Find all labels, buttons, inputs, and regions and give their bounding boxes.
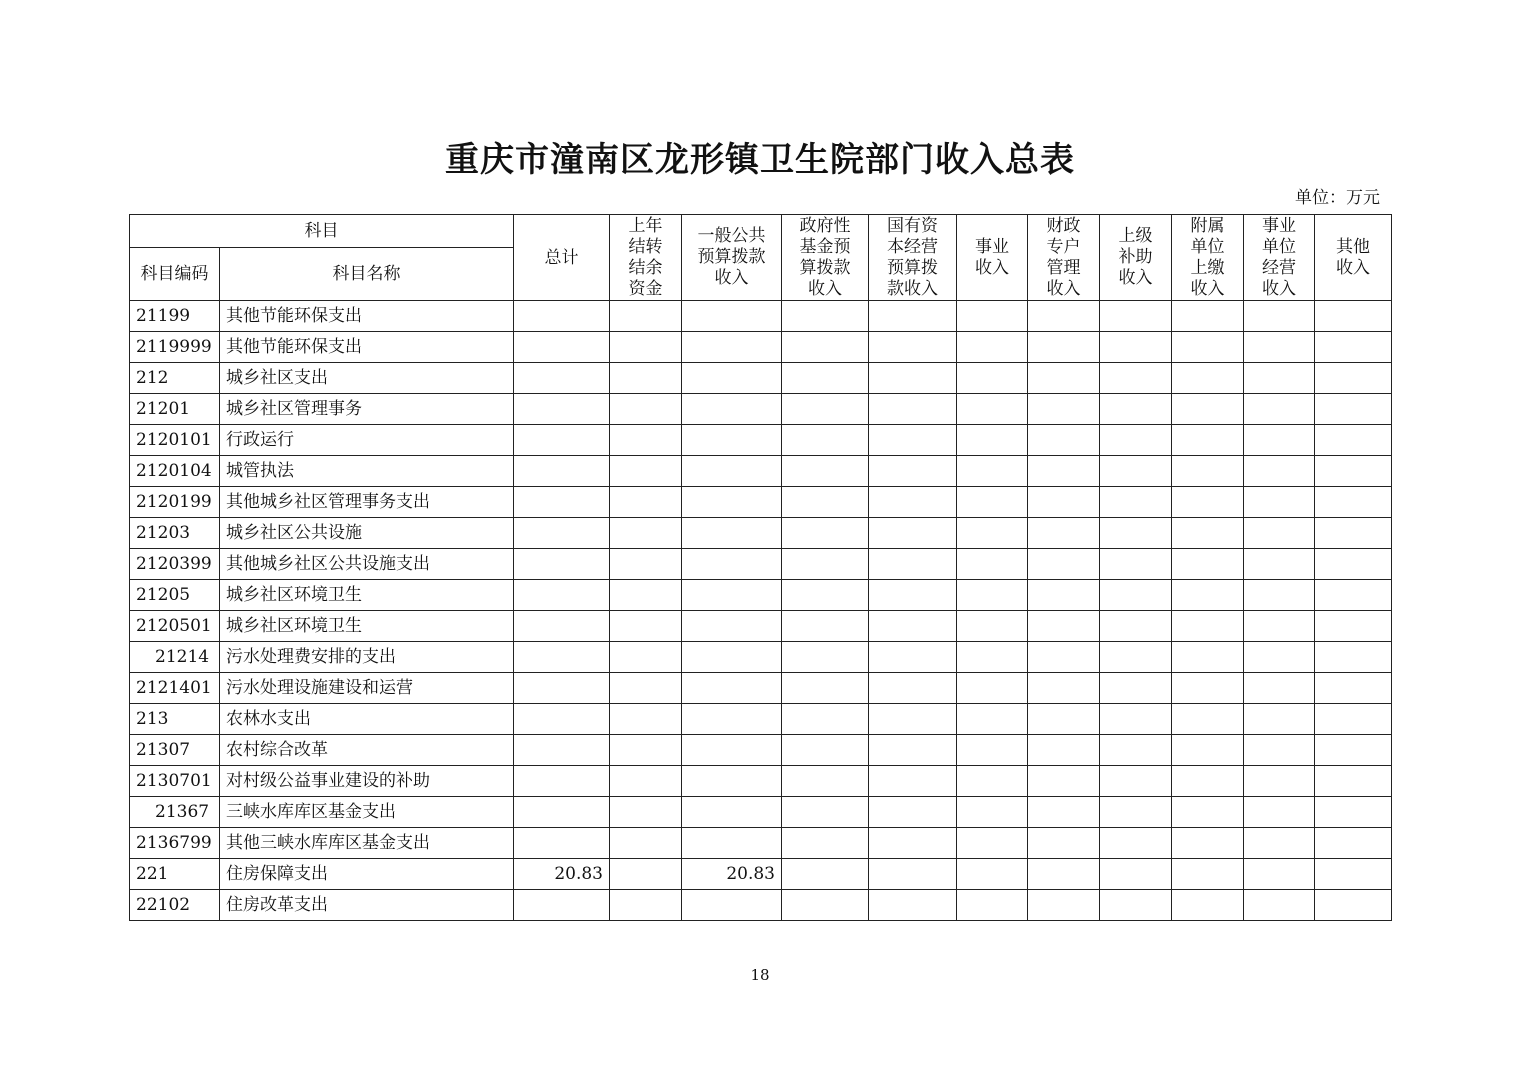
cell-general-budget	[682, 580, 782, 611]
cell-code: 21367	[130, 797, 220, 828]
cell-code: 2136799	[130, 828, 220, 859]
cell-name: 住房改革支出	[220, 890, 514, 921]
cell-affiliated-unit	[1172, 611, 1244, 642]
cell-gov-fund	[782, 332, 869, 363]
cell-total: 20.83	[514, 859, 610, 890]
cell-prev-year-balance	[610, 549, 682, 580]
cell-general-budget	[682, 332, 782, 363]
header-prev-year-balance: 上年 结转 结余 资金	[610, 215, 682, 301]
cell-prev-year-balance	[610, 828, 682, 859]
cell-business-income	[957, 859, 1028, 890]
cell-affiliated-unit	[1172, 549, 1244, 580]
header-state-capital: 国有资 本经营 预算拨 款收入	[869, 215, 957, 301]
cell-fiscal-special	[1028, 425, 1100, 456]
table-row	[130, 487, 1392, 518]
cell-code: 2120101	[130, 425, 220, 456]
table-row	[130, 580, 1392, 611]
cell-state-capital	[869, 394, 957, 425]
cell-code: 21201	[130, 394, 220, 425]
cell-general-budget	[682, 394, 782, 425]
cell-business-income	[957, 301, 1028, 332]
cell-gov-fund	[782, 394, 869, 425]
cell-gov-fund	[782, 766, 869, 797]
cell-general-budget: 20.83	[682, 859, 782, 890]
cell-name: 对村级公益事业建设的补助	[220, 766, 514, 797]
cell-code: 2130701	[130, 766, 220, 797]
cell-fiscal-special	[1028, 828, 1100, 859]
cell-general-budget	[682, 487, 782, 518]
table-row	[130, 735, 1392, 766]
cell-superior-subsidy	[1100, 859, 1172, 890]
cell-name: 其他城乡社区公共设施支出	[220, 549, 514, 580]
cell-fiscal-special	[1028, 456, 1100, 487]
cell-state-capital	[869, 828, 957, 859]
cell-business-income	[957, 487, 1028, 518]
cell-fiscal-special	[1028, 673, 1100, 704]
cell-affiliated-unit	[1172, 673, 1244, 704]
cell-total	[514, 394, 610, 425]
cell-code: 21203	[130, 518, 220, 549]
header-total: 总计	[514, 215, 610, 301]
cell-total	[514, 301, 610, 332]
cell-general-budget	[682, 425, 782, 456]
cell-other-income	[1315, 704, 1392, 735]
cell-gov-fund	[782, 363, 869, 394]
cell-gov-fund	[782, 611, 869, 642]
cell-affiliated-unit	[1172, 766, 1244, 797]
cell-business-income	[957, 797, 1028, 828]
cell-name: 农村综合改革	[220, 735, 514, 766]
cell-other-income	[1315, 642, 1392, 673]
cell-state-capital	[869, 549, 957, 580]
cell-business-income	[957, 456, 1028, 487]
cell-operating-income	[1244, 673, 1315, 704]
cell-affiliated-unit	[1172, 425, 1244, 456]
cell-superior-subsidy	[1100, 580, 1172, 611]
table-row	[130, 549, 1392, 580]
cell-operating-income	[1244, 890, 1315, 921]
cell-affiliated-unit	[1172, 394, 1244, 425]
cell-affiliated-unit	[1172, 518, 1244, 549]
cell-general-budget	[682, 611, 782, 642]
header-general-budget: 一般公共 预算拨款 收入	[682, 215, 782, 301]
cell-total	[514, 673, 610, 704]
cell-state-capital	[869, 580, 957, 611]
cell-code: 2120501	[130, 611, 220, 642]
cell-business-income	[957, 766, 1028, 797]
cell-total	[514, 425, 610, 456]
cell-general-budget	[682, 890, 782, 921]
header-other-income: 其他 收入	[1315, 215, 1392, 301]
cell-name: 城乡社区环境卫生	[220, 611, 514, 642]
cell-operating-income	[1244, 518, 1315, 549]
table-row	[130, 425, 1392, 456]
cell-operating-income	[1244, 425, 1315, 456]
cell-other-income	[1315, 673, 1392, 704]
cell-affiliated-unit	[1172, 456, 1244, 487]
cell-code: 221	[130, 859, 220, 890]
cell-state-capital	[869, 673, 957, 704]
cell-name: 城乡社区公共设施	[220, 518, 514, 549]
cell-name: 其他三峡水库库区基金支出	[220, 828, 514, 859]
cell-affiliated-unit	[1172, 332, 1244, 363]
cell-operating-income	[1244, 704, 1315, 735]
cell-code: 2120104	[130, 456, 220, 487]
cell-gov-fund	[782, 456, 869, 487]
cell-total	[514, 704, 610, 735]
cell-gov-fund	[782, 828, 869, 859]
cell-gov-fund	[782, 642, 869, 673]
cell-prev-year-balance	[610, 580, 682, 611]
cell-prev-year-balance	[610, 766, 682, 797]
table-row	[130, 301, 1392, 332]
table-row	[130, 456, 1392, 487]
cell-other-income	[1315, 425, 1392, 456]
cell-superior-subsidy	[1100, 487, 1172, 518]
header-fiscal-special: 财政 专户 管理 收入	[1028, 215, 1100, 301]
cell-code: 2121401	[130, 673, 220, 704]
cell-fiscal-special	[1028, 735, 1100, 766]
cell-other-income	[1315, 394, 1392, 425]
header-affiliated-unit: 附属 单位 上缴 收入	[1172, 215, 1244, 301]
cell-affiliated-unit	[1172, 890, 1244, 921]
cell-fiscal-special	[1028, 797, 1100, 828]
table-row	[130, 363, 1392, 394]
cell-other-income	[1315, 735, 1392, 766]
cell-superior-subsidy	[1100, 456, 1172, 487]
cell-other-income	[1315, 766, 1392, 797]
cell-total	[514, 828, 610, 859]
cell-operating-income	[1244, 828, 1315, 859]
cell-business-income	[957, 518, 1028, 549]
cell-gov-fund	[782, 301, 869, 332]
cell-total	[514, 549, 610, 580]
cell-other-income	[1315, 518, 1392, 549]
cell-total	[514, 456, 610, 487]
cell-total	[514, 518, 610, 549]
cell-code: 22102	[130, 890, 220, 921]
cell-fiscal-special	[1028, 487, 1100, 518]
cell-gov-fund	[782, 518, 869, 549]
table-row	[130, 518, 1392, 549]
cell-operating-income	[1244, 642, 1315, 673]
cell-state-capital	[869, 642, 957, 673]
cell-code: 2119999	[130, 332, 220, 363]
cell-fiscal-special	[1028, 549, 1100, 580]
cell-other-income	[1315, 580, 1392, 611]
cell-gov-fund	[782, 673, 869, 704]
cell-prev-year-balance	[610, 394, 682, 425]
cell-code: 2120399	[130, 549, 220, 580]
cell-affiliated-unit	[1172, 580, 1244, 611]
table-row	[130, 859, 1392, 890]
cell-name: 其他城乡社区管理事务支出	[220, 487, 514, 518]
cell-prev-year-balance	[610, 642, 682, 673]
cell-prev-year-balance	[610, 704, 682, 735]
cell-name: 三峡水库库区基金支出	[220, 797, 514, 828]
cell-state-capital	[869, 363, 957, 394]
cell-superior-subsidy	[1100, 828, 1172, 859]
header-operating-income: 事业 单位 经营 收入	[1244, 215, 1315, 301]
cell-state-capital	[869, 518, 957, 549]
cell-name: 其他节能环保支出	[220, 301, 514, 332]
cell-other-income	[1315, 890, 1392, 921]
cell-gov-fund	[782, 425, 869, 456]
cell-state-capital	[869, 301, 957, 332]
table-row	[130, 797, 1392, 828]
cell-fiscal-special	[1028, 332, 1100, 363]
cell-business-income	[957, 363, 1028, 394]
cell-prev-year-balance	[610, 456, 682, 487]
cell-state-capital	[869, 425, 957, 456]
cell-business-income	[957, 425, 1028, 456]
cell-total	[514, 890, 610, 921]
header-gov-fund: 政府性 基金预 算拨款 收入	[782, 215, 869, 301]
table-row	[130, 828, 1392, 859]
cell-code: 21205	[130, 580, 220, 611]
table-row	[130, 394, 1392, 425]
cell-business-income	[957, 394, 1028, 425]
table-row	[130, 704, 1392, 735]
unit-label: 单位：万元	[1295, 188, 1380, 208]
cell-business-income	[957, 735, 1028, 766]
cell-gov-fund	[782, 487, 869, 518]
cell-fiscal-special	[1028, 611, 1100, 642]
cell-superior-subsidy	[1100, 766, 1172, 797]
cell-general-budget	[682, 549, 782, 580]
cell-name: 城乡社区环境卫生	[220, 580, 514, 611]
cell-business-income	[957, 642, 1028, 673]
table-body	[130, 301, 1392, 921]
cell-prev-year-balance	[610, 673, 682, 704]
cell-fiscal-special	[1028, 363, 1100, 394]
cell-gov-fund	[782, 890, 869, 921]
cell-code: 21307	[130, 735, 220, 766]
cell-superior-subsidy	[1100, 363, 1172, 394]
table-row	[130, 673, 1392, 704]
header-subject-code: 科目编码	[130, 248, 220, 301]
cell-operating-income	[1244, 394, 1315, 425]
cell-state-capital	[869, 890, 957, 921]
cell-business-income	[957, 704, 1028, 735]
income-summary-table	[129, 214, 1392, 921]
cell-operating-income	[1244, 611, 1315, 642]
cell-operating-income	[1244, 456, 1315, 487]
cell-gov-fund	[782, 704, 869, 735]
cell-affiliated-unit	[1172, 859, 1244, 890]
table-row	[130, 642, 1392, 673]
cell-business-income	[957, 611, 1028, 642]
cell-business-income	[957, 673, 1028, 704]
cell-name: 城乡社区管理事务	[220, 394, 514, 425]
cell-prev-year-balance	[610, 890, 682, 921]
cell-total	[514, 766, 610, 797]
cell-affiliated-unit	[1172, 704, 1244, 735]
cell-business-income	[957, 549, 1028, 580]
cell-total	[514, 611, 610, 642]
cell-fiscal-special	[1028, 580, 1100, 611]
cell-general-budget	[682, 642, 782, 673]
cell-total	[514, 797, 610, 828]
cell-operating-income	[1244, 487, 1315, 518]
cell-general-budget	[682, 518, 782, 549]
cell-total	[514, 580, 610, 611]
cell-code: 21214	[130, 642, 220, 673]
cell-gov-fund	[782, 859, 869, 890]
cell-prev-year-balance	[610, 518, 682, 549]
cell-superior-subsidy	[1100, 704, 1172, 735]
cell-state-capital	[869, 859, 957, 890]
cell-prev-year-balance	[610, 301, 682, 332]
cell-prev-year-balance	[610, 332, 682, 363]
cell-other-income	[1315, 487, 1392, 518]
cell-total	[514, 332, 610, 363]
cell-fiscal-special	[1028, 394, 1100, 425]
header-subject-name: 科目名称	[220, 248, 514, 301]
cell-general-budget	[682, 766, 782, 797]
cell-code: 213	[130, 704, 220, 735]
cell-operating-income	[1244, 735, 1315, 766]
cell-fiscal-special	[1028, 890, 1100, 921]
cell-state-capital	[869, 766, 957, 797]
cell-superior-subsidy	[1100, 549, 1172, 580]
cell-other-income	[1315, 797, 1392, 828]
cell-name: 其他节能环保支出	[220, 332, 514, 363]
cell-gov-fund	[782, 549, 869, 580]
cell-other-income	[1315, 363, 1392, 394]
cell-operating-income	[1244, 332, 1315, 363]
cell-operating-income	[1244, 797, 1315, 828]
cell-operating-income	[1244, 766, 1315, 797]
cell-business-income	[957, 890, 1028, 921]
cell-affiliated-unit	[1172, 642, 1244, 673]
cell-name: 污水处理费安排的支出	[220, 642, 514, 673]
table-row	[130, 611, 1392, 642]
cell-code: 21199	[130, 301, 220, 332]
cell-operating-income	[1244, 580, 1315, 611]
cell-general-budget	[682, 735, 782, 766]
cell-state-capital	[869, 797, 957, 828]
cell-state-capital	[869, 487, 957, 518]
cell-superior-subsidy	[1100, 890, 1172, 921]
cell-other-income	[1315, 859, 1392, 890]
cell-superior-subsidy	[1100, 642, 1172, 673]
cell-other-income	[1315, 611, 1392, 642]
cell-prev-year-balance	[610, 363, 682, 394]
cell-operating-income	[1244, 363, 1315, 394]
cell-code: 2120199	[130, 487, 220, 518]
cell-general-budget	[682, 704, 782, 735]
cell-other-income	[1315, 549, 1392, 580]
page-title: 重庆市潼南区龙形镇卫生院部门收入总表	[445, 140, 1075, 180]
cell-prev-year-balance	[610, 611, 682, 642]
cell-state-capital	[869, 456, 957, 487]
cell-name: 城乡社区支出	[220, 363, 514, 394]
header-subject: 科目	[130, 215, 514, 248]
cell-name: 城管执法	[220, 456, 514, 487]
page-number: 18	[750, 966, 770, 984]
cell-state-capital	[869, 611, 957, 642]
cell-general-budget	[682, 797, 782, 828]
cell-business-income	[957, 332, 1028, 363]
table-row	[130, 766, 1392, 797]
cell-fiscal-special	[1028, 766, 1100, 797]
cell-state-capital	[869, 704, 957, 735]
cell-operating-income	[1244, 549, 1315, 580]
cell-general-budget	[682, 673, 782, 704]
cell-gov-fund	[782, 735, 869, 766]
cell-fiscal-special	[1028, 642, 1100, 673]
cell-general-budget	[682, 828, 782, 859]
cell-affiliated-unit	[1172, 735, 1244, 766]
cell-fiscal-special	[1028, 704, 1100, 735]
table-row	[130, 890, 1392, 921]
cell-other-income	[1315, 456, 1392, 487]
cell-general-budget	[682, 301, 782, 332]
table-row	[130, 332, 1392, 363]
cell-fiscal-special	[1028, 518, 1100, 549]
cell-general-budget	[682, 363, 782, 394]
cell-superior-subsidy	[1100, 735, 1172, 766]
cell-operating-income	[1244, 859, 1315, 890]
header-superior-subsidy: 上级 补助 收入	[1100, 215, 1172, 301]
cell-fiscal-special	[1028, 859, 1100, 890]
cell-superior-subsidy	[1100, 518, 1172, 549]
header-business-income: 事业 收入	[957, 215, 1028, 301]
cell-superior-subsidy	[1100, 394, 1172, 425]
cell-superior-subsidy	[1100, 301, 1172, 332]
cell-prev-year-balance	[610, 797, 682, 828]
cell-other-income	[1315, 332, 1392, 363]
cell-prev-year-balance	[610, 425, 682, 456]
cell-affiliated-unit	[1172, 797, 1244, 828]
cell-affiliated-unit	[1172, 487, 1244, 518]
cell-name: 污水处理设施建设和运营	[220, 673, 514, 704]
cell-affiliated-unit	[1172, 828, 1244, 859]
cell-code: 212	[130, 363, 220, 394]
cell-superior-subsidy	[1100, 797, 1172, 828]
cell-superior-subsidy	[1100, 611, 1172, 642]
cell-name: 住房保障支出	[220, 859, 514, 890]
cell-business-income	[957, 828, 1028, 859]
cell-total	[514, 642, 610, 673]
cell-gov-fund	[782, 580, 869, 611]
cell-business-income	[957, 580, 1028, 611]
cell-state-capital	[869, 332, 957, 363]
cell-other-income	[1315, 828, 1392, 859]
cell-superior-subsidy	[1100, 425, 1172, 456]
cell-state-capital	[869, 735, 957, 766]
cell-general-budget	[682, 456, 782, 487]
cell-total	[514, 363, 610, 394]
cell-name: 农林水支出	[220, 704, 514, 735]
cell-prev-year-balance	[610, 487, 682, 518]
cell-name: 行政运行	[220, 425, 514, 456]
cell-total	[514, 735, 610, 766]
cell-prev-year-balance	[610, 735, 682, 766]
cell-affiliated-unit	[1172, 363, 1244, 394]
cell-affiliated-unit	[1172, 301, 1244, 332]
cell-superior-subsidy	[1100, 332, 1172, 363]
cell-operating-income	[1244, 301, 1315, 332]
cell-superior-subsidy	[1100, 673, 1172, 704]
cell-fiscal-special	[1028, 301, 1100, 332]
cell-total	[514, 487, 610, 518]
cell-prev-year-balance	[610, 859, 682, 890]
cell-other-income	[1315, 301, 1392, 332]
cell-gov-fund	[782, 797, 869, 828]
